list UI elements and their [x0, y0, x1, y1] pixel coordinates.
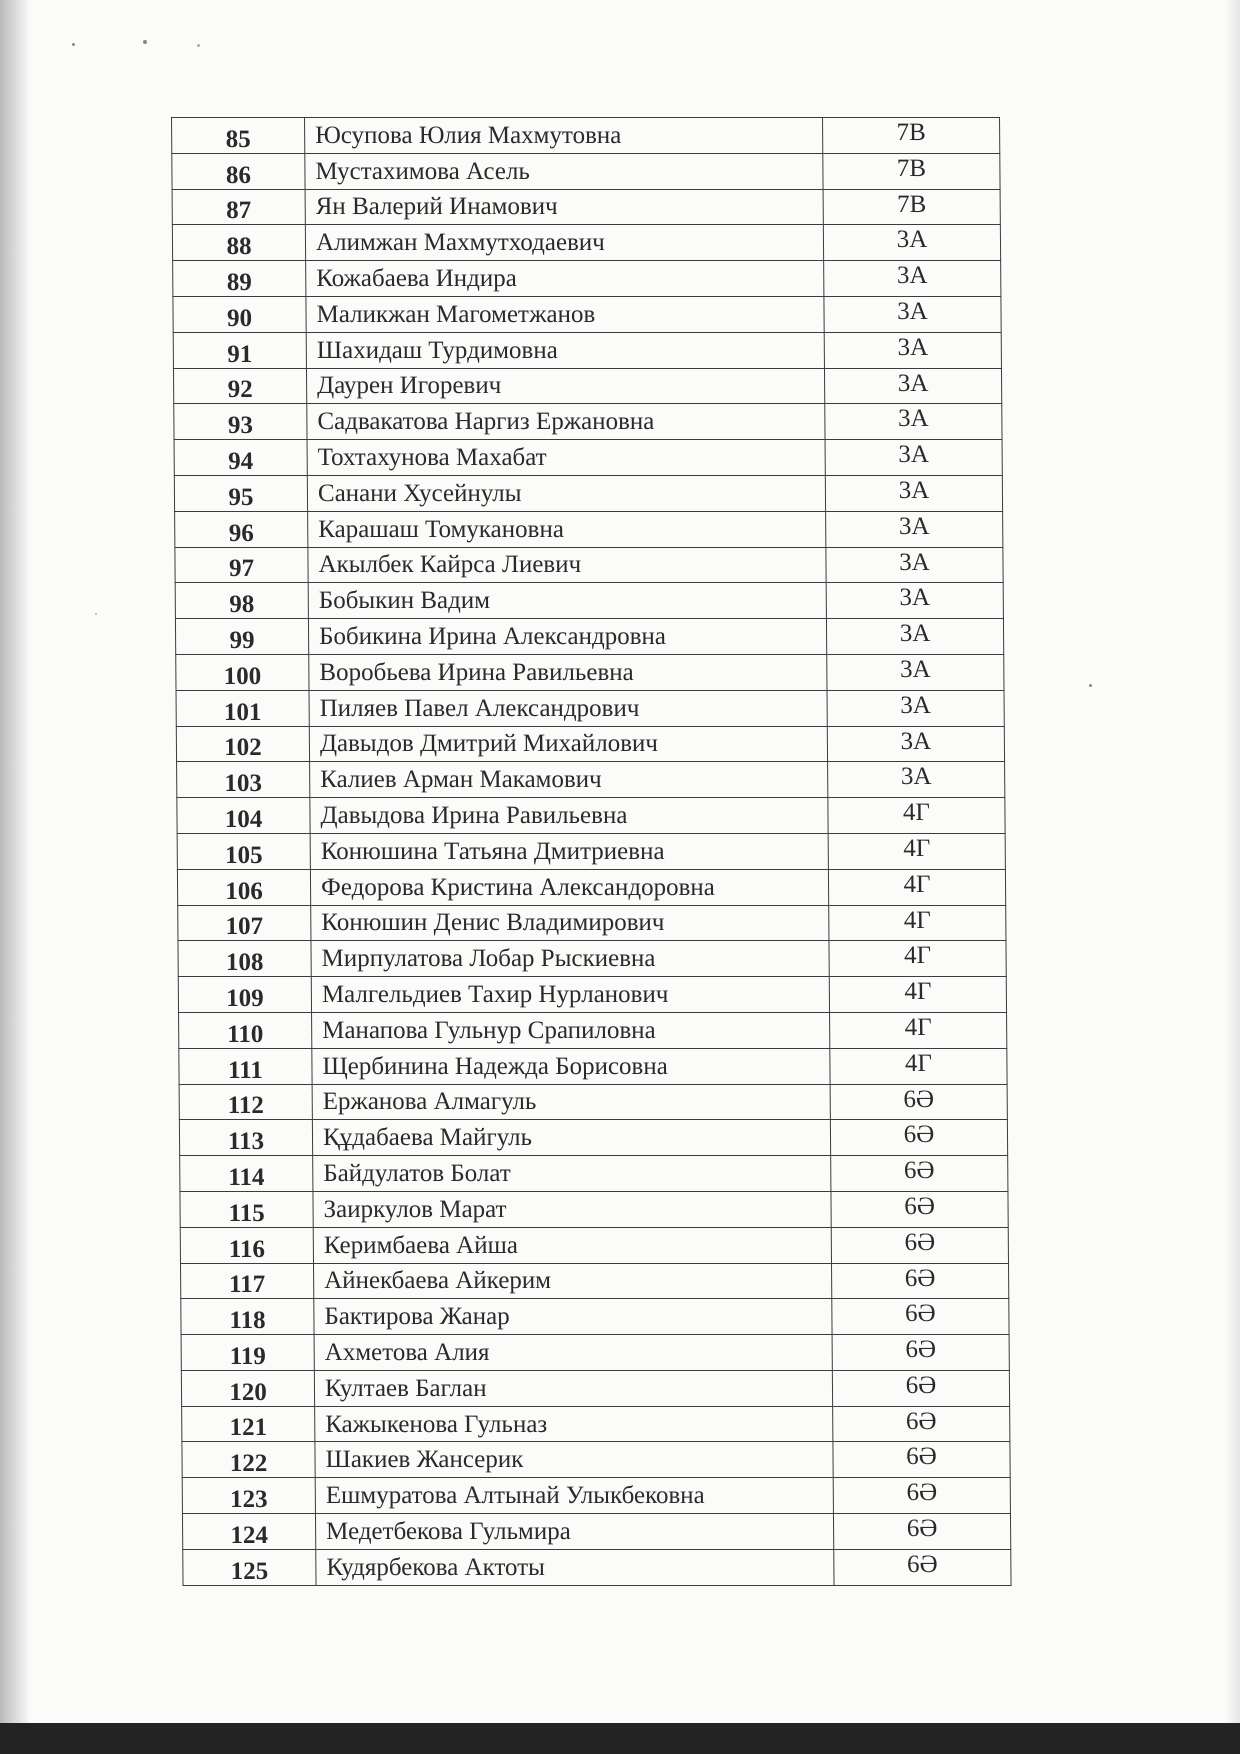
student-name: Мустахимова Асель	[305, 153, 823, 189]
student-name: Карашаш Томукановна	[308, 511, 826, 547]
class-label: 3А	[823, 225, 1000, 261]
table-row	[181, 1370, 1009, 1406]
table-row	[175, 511, 1003, 547]
row-number: 101	[176, 690, 309, 726]
table-row	[178, 977, 1006, 1013]
table-row	[180, 1191, 1008, 1227]
table-row	[173, 296, 1001, 332]
row-number: 105	[177, 833, 310, 869]
row-number: 108	[178, 941, 311, 977]
class-label: 4Г	[828, 869, 1005, 905]
class-label: 3А	[824, 332, 1001, 368]
table-row	[181, 1263, 1009, 1299]
row-number: 97	[175, 547, 308, 583]
scan-speck	[72, 43, 75, 46]
class-label: 6Ә	[832, 1299, 1009, 1335]
class-label: 4Г	[829, 941, 1006, 977]
table-row	[181, 1299, 1009, 1335]
table-row	[172, 189, 1000, 225]
table-row	[177, 798, 1005, 834]
class-label: 6Ә	[832, 1263, 1009, 1299]
class-label: 4Г	[829, 977, 1006, 1013]
class-label: 6Ә	[834, 1549, 1011, 1585]
class-label: 3А	[828, 762, 1005, 798]
table-row	[183, 1549, 1011, 1585]
table-row	[178, 905, 1006, 941]
student-name: Бобикина Ирина Александровна	[308, 619, 826, 655]
class-label: 4Г	[829, 905, 1006, 941]
row-number: 122	[182, 1442, 315, 1478]
student-name: Култаев Баглан	[314, 1370, 832, 1406]
row-number: 116	[180, 1227, 313, 1263]
class-label: 6Ә	[833, 1514, 1010, 1550]
table-row	[177, 762, 1005, 798]
student-name: Тохтахунова Махабат	[307, 440, 825, 476]
class-label: 3А	[825, 404, 1002, 440]
table-row	[180, 1227, 1008, 1263]
student-name: Малгельдиев Тахир Нурланович	[311, 977, 829, 1013]
student-name: Конюшин Денис Владимирович	[311, 905, 829, 941]
class-label: 6Ә	[833, 1406, 1010, 1442]
class-label: 3А	[826, 583, 1003, 619]
table-row	[173, 368, 1001, 404]
row-number: 106	[177, 869, 310, 905]
student-list-body	[172, 118, 1012, 1586]
student-name: Бактирова Жанар	[314, 1299, 832, 1335]
row-number: 120	[181, 1370, 314, 1406]
class-label: 7В	[823, 118, 1000, 154]
row-number: 94	[174, 440, 307, 476]
class-label: 4Г	[828, 833, 1005, 869]
student-name: Калиев Арман Макамович	[310, 762, 828, 798]
table-row	[174, 475, 1002, 511]
class-label: 3А	[824, 368, 1001, 404]
class-label: 4Г	[830, 1048, 1007, 1084]
row-number: 110	[179, 1012, 312, 1048]
student-name: Ержанова Алмагуль	[312, 1084, 830, 1120]
student-name: Керимбаева Айша	[313, 1227, 831, 1263]
class-label: 4Г	[830, 1012, 1007, 1048]
class-label: 6Ә	[832, 1335, 1009, 1371]
student-name: Ешмуратова Алтынай Улыкбековна	[315, 1478, 833, 1514]
class-label: 3А	[825, 440, 1002, 476]
student-name: Медетбекова Гульмира	[315, 1514, 833, 1550]
table-row	[173, 261, 1001, 297]
scan-left-edge	[0, 0, 30, 1754]
student-name: Кажыкенова Гульназ	[315, 1406, 833, 1442]
student-name: Манапова Гульнур Срапиловна	[312, 1012, 830, 1048]
class-label: 3А	[827, 654, 1004, 690]
student-name: Пиляев Павел Александрович	[309, 690, 827, 726]
row-number: 104	[177, 798, 310, 834]
table-row	[177, 869, 1005, 905]
row-number: 88	[172, 225, 305, 261]
table-row	[181, 1335, 1009, 1371]
row-number: 123	[182, 1478, 315, 1514]
student-name: Мирпулатова Лобар Рыскиевна	[311, 941, 829, 977]
scan-right-edge	[1226, 0, 1240, 1754]
class-label: 4Г	[828, 798, 1005, 834]
row-number: 124	[182, 1514, 315, 1550]
student-name: Давыдова Ирина Равильевна	[310, 798, 828, 834]
table-row	[173, 332, 1001, 368]
row-number: 103	[177, 762, 310, 798]
student-name: Кудярбекова Актоты	[316, 1549, 834, 1585]
class-label: 3А	[827, 726, 1004, 762]
row-number: 91	[173, 332, 306, 368]
row-number: 107	[178, 905, 311, 941]
table-row	[179, 1120, 1007, 1156]
student-name: Садвакатова Наргиз Ержановна	[307, 404, 825, 440]
student-name: Щербинина Надежда Борисовна	[312, 1048, 830, 1084]
class-label: 7В	[823, 153, 1000, 189]
table-row	[175, 547, 1003, 583]
student-name: Ян Валерий Инамович	[305, 189, 823, 225]
class-label: 3А	[825, 475, 1002, 511]
class-label: 6Ә	[831, 1156, 1008, 1192]
student-name: Шахидаш Турдимовна	[306, 332, 824, 368]
row-number: 109	[178, 977, 311, 1013]
student-name: Ахметова Алия	[314, 1335, 832, 1371]
table-row	[180, 1156, 1008, 1192]
row-number: 117	[181, 1263, 314, 1299]
student-name: Алимжан Махмутходаевич	[305, 225, 823, 261]
student-name: Заиркулов Марат	[313, 1191, 831, 1227]
table-row	[179, 1048, 1007, 1084]
scan-bottom-edge	[0, 1723, 1240, 1754]
row-number: 85	[172, 118, 305, 154]
row-number: 121	[182, 1406, 315, 1442]
table-row	[175, 619, 1003, 655]
class-label: 6Ә	[831, 1227, 1008, 1263]
table-row	[172, 225, 1000, 261]
student-name: Санани Хусейнулы	[307, 475, 825, 511]
class-label: 6Ә	[830, 1084, 1007, 1120]
row-number: 114	[180, 1156, 313, 1192]
class-label: 3А	[824, 296, 1001, 332]
table-row	[178, 941, 1006, 977]
class-label: 3А	[826, 547, 1003, 583]
student-name: Конюшина Татьяна Дмитриевна	[310, 833, 828, 869]
row-number: 99	[175, 619, 308, 655]
student-name: Айнекбаева Айкерим	[314, 1263, 832, 1299]
row-number: 98	[175, 583, 308, 619]
class-label: 3А	[824, 261, 1001, 297]
row-number: 118	[181, 1299, 314, 1335]
table-row	[182, 1514, 1010, 1550]
row-number: 125	[183, 1549, 316, 1585]
row-number: 90	[173, 296, 306, 332]
class-label: 6Ә	[830, 1120, 1007, 1156]
row-number: 92	[173, 368, 306, 404]
table-row	[176, 726, 1004, 762]
row-number: 87	[172, 189, 305, 225]
class-label: 7В	[823, 189, 1000, 225]
table-row	[177, 833, 1005, 869]
row-number: 95	[174, 475, 307, 511]
student-name: Давыдов Дмитрий Михайлович	[309, 726, 827, 762]
class-label: 3А	[827, 690, 1004, 726]
table-row	[174, 404, 1002, 440]
student-name: Кожабаева Индира	[306, 261, 824, 297]
row-number: 112	[179, 1084, 312, 1120]
class-label: 6Ә	[833, 1478, 1010, 1514]
scan-speck	[197, 44, 200, 47]
table-row	[182, 1478, 1010, 1514]
row-number: 93	[174, 404, 307, 440]
table-row	[172, 153, 1000, 189]
class-label: 6Ә	[831, 1191, 1008, 1227]
class-label: 6Ә	[832, 1370, 1009, 1406]
table-row	[179, 1084, 1007, 1120]
table-row	[179, 1012, 1007, 1048]
row-number: 111	[179, 1048, 312, 1084]
student-name: Акылбек Кайрса Лиевич	[308, 547, 826, 583]
table-row	[176, 690, 1004, 726]
student-name: Құдабаева Майгуль	[312, 1120, 830, 1156]
table-row	[176, 654, 1004, 690]
table-row	[174, 440, 1002, 476]
student-name: Маликжан Магометжанов	[306, 296, 824, 332]
class-label: 3А	[826, 511, 1003, 547]
row-number: 100	[176, 654, 309, 690]
student-list-table	[171, 117, 1012, 1586]
row-number: 102	[176, 726, 309, 762]
student-name: Федорова Кристина Александоровна	[310, 869, 828, 905]
row-number: 86	[172, 153, 305, 189]
table-row	[175, 583, 1003, 619]
row-number: 89	[173, 261, 306, 297]
student-name: Байдулатов Болат	[313, 1156, 831, 1192]
student-name: Бобыкин Вадим	[308, 583, 826, 619]
student-name: Даурен Игоревич	[306, 368, 824, 404]
row-number: 113	[179, 1120, 312, 1156]
class-label: 3А	[826, 619, 1003, 655]
row-number: 119	[181, 1335, 314, 1371]
table-row	[172, 118, 1000, 154]
row-number: 115	[180, 1191, 313, 1227]
scan-speck	[95, 613, 97, 615]
scan-speck	[1089, 684, 1092, 687]
student-name: Воробьева Ирина Равильевна	[309, 654, 827, 690]
student-name: Шакиев Жансерик	[315, 1442, 833, 1478]
student-name: Юсупова Юлия Махмутовна	[305, 118, 823, 154]
class-label: 6Ә	[833, 1442, 1010, 1478]
table-row	[182, 1406, 1010, 1442]
scan-speck	[143, 40, 147, 44]
row-number: 96	[175, 511, 308, 547]
table-row	[182, 1442, 1010, 1478]
